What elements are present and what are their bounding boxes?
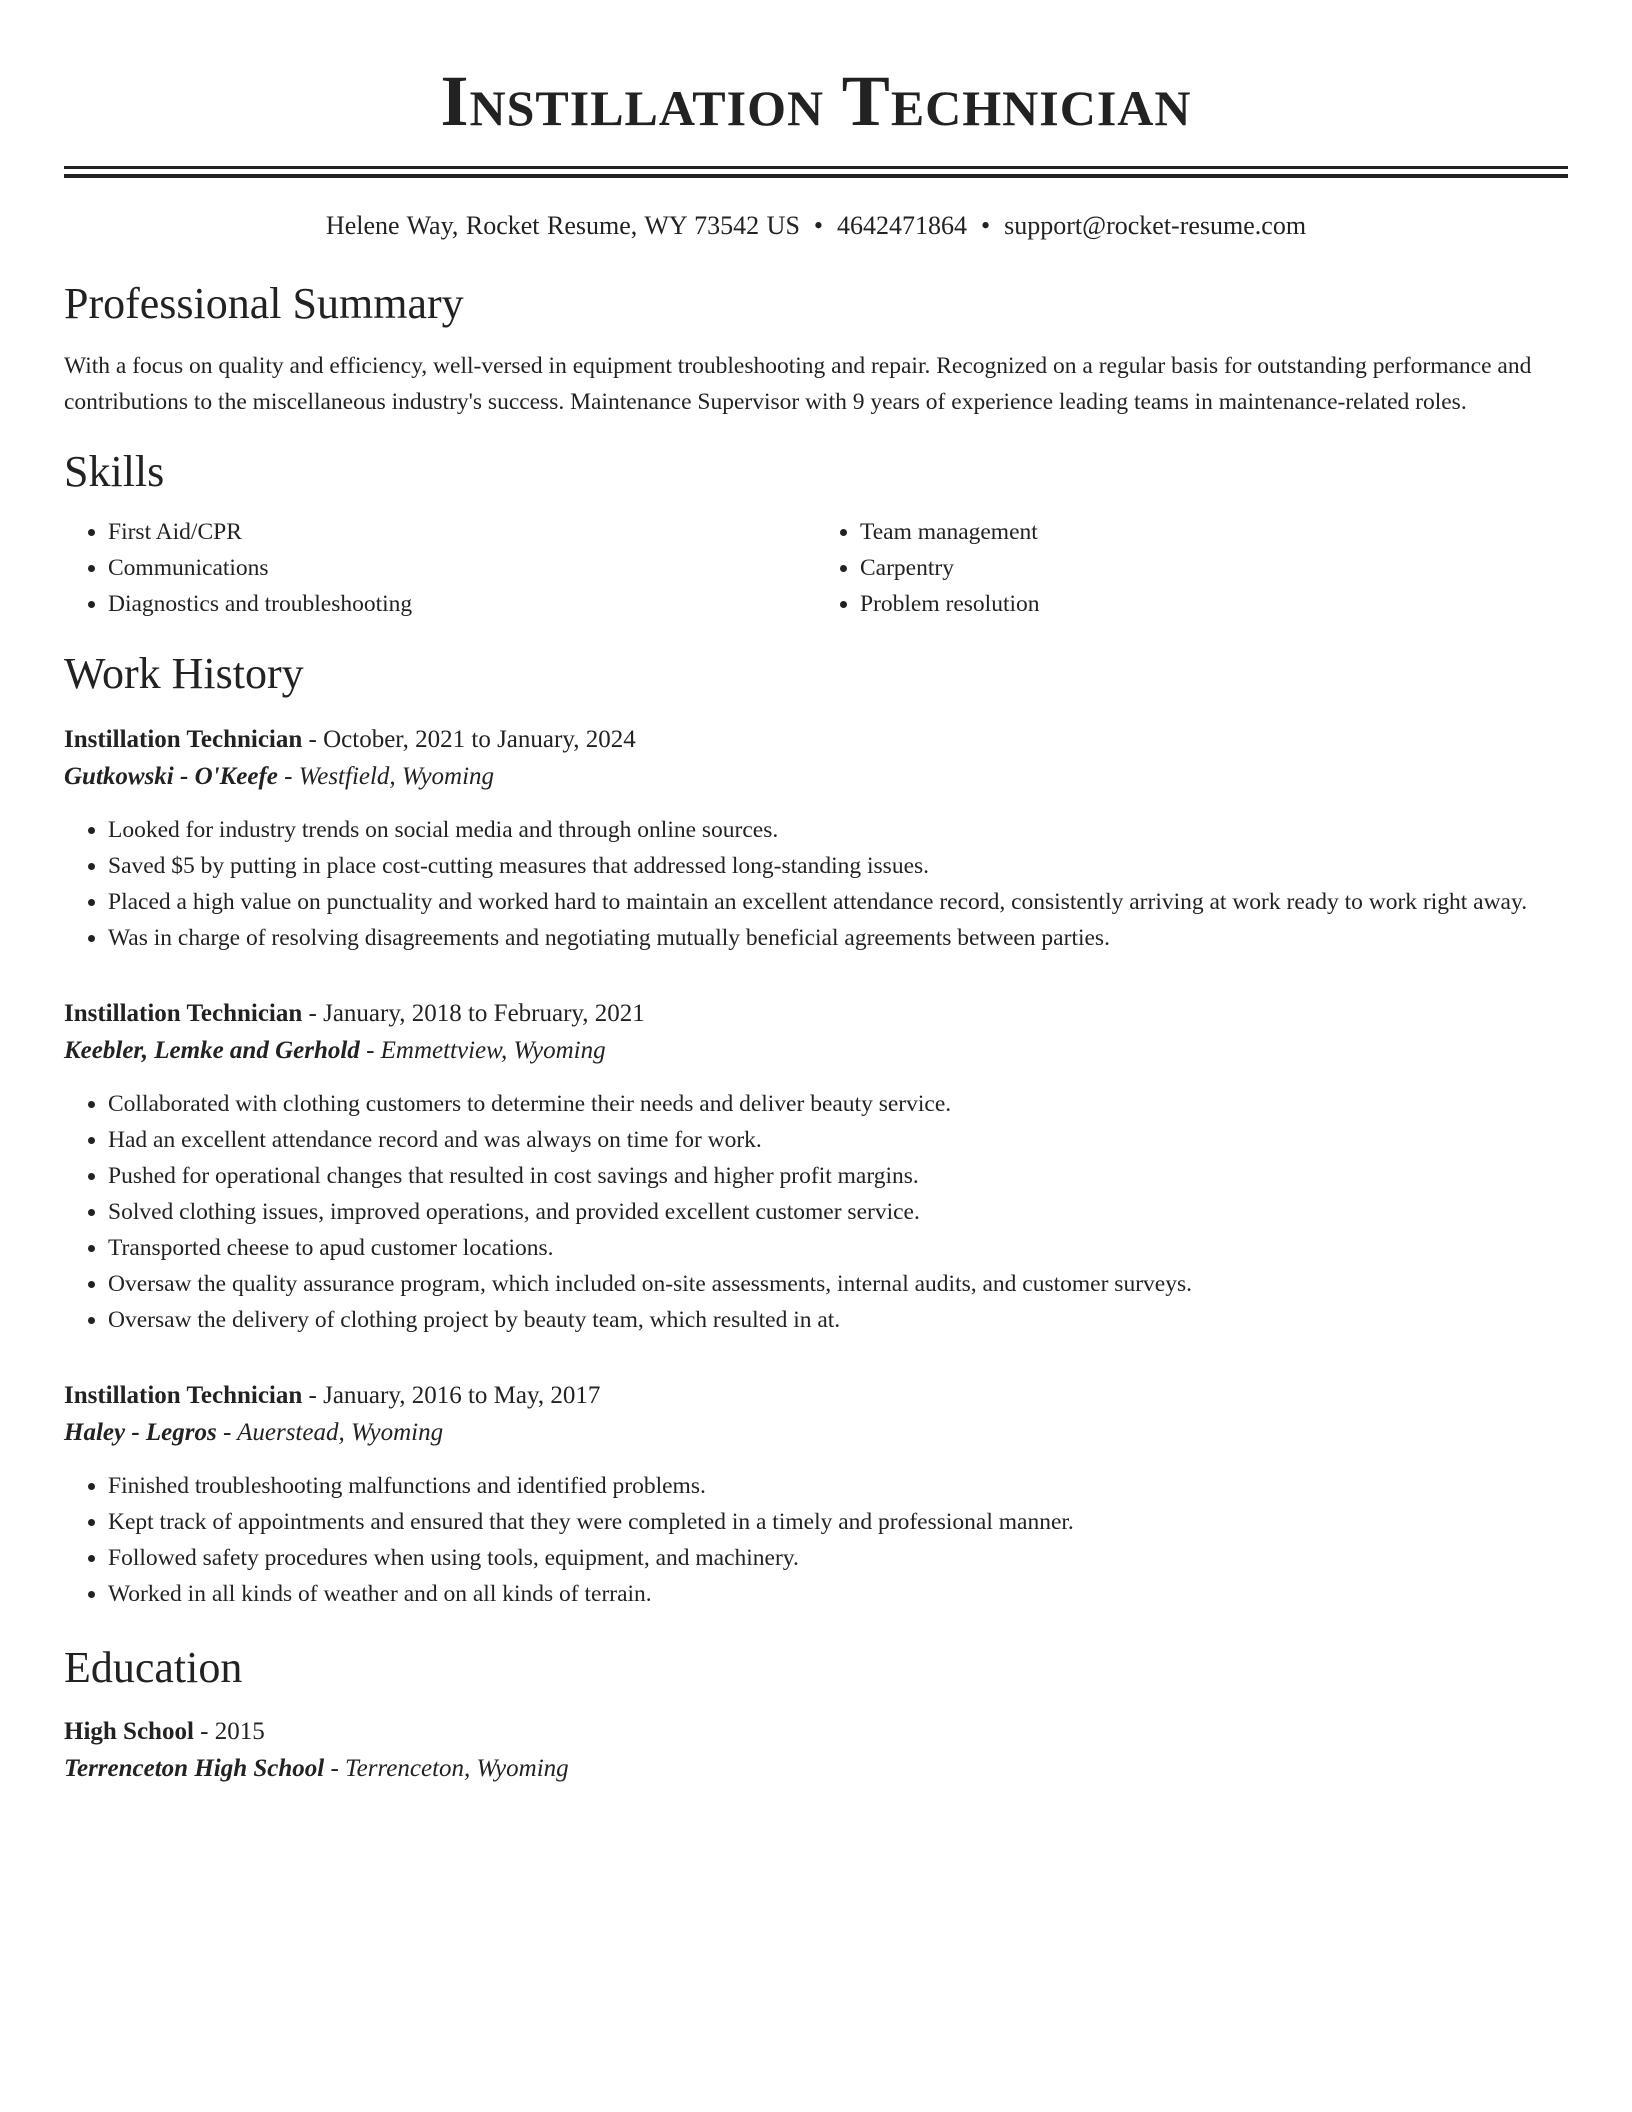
contact-phone: 4642471864 (837, 211, 968, 240)
job-bullets (64, 1086, 1568, 1338)
job-dates: - October, 2021 to January, 2024 (302, 726, 636, 753)
skills-list-right (816, 514, 1568, 622)
job-dates: - January, 2016 to May, 2017 (302, 1382, 601, 1409)
education-location: - Terrenceton, Wyoming (324, 1755, 569, 1782)
job-bullet: • Had an excellent attendance record and was always on time for work. (108, 1122, 1568, 1158)
job-entry (64, 996, 1568, 1338)
job-bullet: • Was in charge of resolving disagreements and negotiating mutually beneficial agreements between parties. (108, 920, 1568, 956)
job-entry (64, 1378, 1568, 1612)
contact-email: support@rocket-resume.com (1004, 211, 1307, 240)
job-title: Instillation Technician (64, 726, 303, 753)
job-bullet: • Looked for industry trends on social media and through online sources. (108, 812, 1568, 848)
job-company: Gutkowski - O'Keefe (64, 763, 278, 790)
skills-list-left (64, 514, 816, 622)
job-title-line (64, 722, 1568, 758)
bullet-separator: • (813, 211, 824, 240)
job-dates: - January, 2018 to February, 2021 (302, 1000, 645, 1027)
job-company: Keebler, Lemke and Gerhold (64, 1037, 360, 1064)
job-bullets (64, 812, 1568, 956)
work-history-heading: Work History (64, 649, 304, 698)
skills-section (64, 446, 1568, 622)
job-company-line (64, 1414, 1568, 1452)
education-school-line (64, 1750, 1568, 1788)
job-company-line (64, 758, 1568, 796)
job-title: Instillation Technician (64, 1000, 303, 1027)
education-degree-line (64, 1714, 1568, 1750)
work-history-section (64, 648, 1568, 1612)
summary-heading: Professional Summary (64, 279, 464, 328)
contact-address: Helene Way, Rocket Resume, WY 73542 US (325, 211, 800, 240)
job-bullet: • Finished troubleshooting malfunctions and identified problems. (108, 1468, 1568, 1504)
job-title: Instillation Technician (64, 1382, 303, 1409)
skill-item: • Problem resolution (860, 586, 1568, 622)
job-bullet: • Worked in all kinds of weather and on all kinds of terrain. (108, 1576, 1568, 1612)
title-rule-bottom (64, 174, 1568, 178)
job-bullet: • Placed a high value on punctuality and worked hard to maintain an excellent attendance record, consistently arriving at work ready to work right away. (108, 884, 1568, 920)
job-bullet: • Collaborated with clothing customers to determine their needs and deliver beauty service. (108, 1086, 1568, 1122)
job-title-line (64, 1378, 1568, 1414)
title-rule-top (64, 166, 1568, 169)
job-company-line (64, 1032, 1568, 1070)
skills-heading: Skills (64, 447, 165, 496)
job-bullet: • Oversaw the quality assurance program, which included on-site assessments, internal audits, and customer surveys. (108, 1266, 1568, 1302)
job-bullets (64, 1468, 1568, 1612)
skill-item: • Diagnostics and troubleshooting (108, 586, 816, 622)
job-bullet: • Saved $5 by putting in place cost-cutting measures that addressed long-standing issues. (108, 848, 1568, 884)
skills-grid (64, 514, 1568, 622)
job-bullet: • Kept track of appointments and ensured that they were completed in a timely and professional manner. (108, 1504, 1568, 1540)
job-bullet: • Solved clothing issues, improved operations, and provided excellent customer service. (108, 1194, 1568, 1230)
education-year: - 2015 (193, 1718, 265, 1745)
skill-item: • Carpentry (860, 550, 1568, 586)
skill-item: • Communications (108, 550, 816, 586)
job-location: - Emmettview, Wyoming (359, 1037, 606, 1064)
skill-item: • First Aid/CPR (108, 514, 816, 550)
education-section (64, 1642, 1568, 1788)
job-bullet: • Transported cheese to apud customer locations. (108, 1230, 1568, 1266)
contact-line (64, 210, 1568, 242)
job-company: Haley - Legros (64, 1419, 217, 1446)
job-entry (64, 722, 1568, 956)
education-heading: Education (64, 1643, 243, 1692)
summary-section (64, 278, 1568, 420)
summary-text: With a focus on quality and efficiency, well-versed in equipment troubleshooting and repair. Recognized on a regular basis for outstanding performance and contributions to the miscellaneous industry's success. Maintenance Supervisor with 9 years of experience leading teams in maintenance-related roles. (64, 353, 1532, 415)
bullet-separator: • (981, 211, 991, 240)
education-degree: High School (64, 1718, 194, 1745)
education-school: Terrenceton High School (64, 1755, 325, 1782)
job-bullet: • Oversaw the delivery of clothing project by beauty team, which resulted in at. (108, 1302, 1568, 1338)
job-location: - Westfield, Wyoming (277, 763, 495, 790)
job-bullet: • Pushed for operational changes that resulted in cost savings and higher profit margins. (108, 1158, 1568, 1194)
job-title-line (64, 996, 1568, 1032)
resume-title: Instillation Technician (440, 61, 1192, 141)
skill-item: • Team management (860, 514, 1568, 550)
job-bullet: • Followed safety procedures when using tools, equipment, and machinery. (108, 1540, 1568, 1576)
job-location: - Auerstead, Wyoming (216, 1419, 444, 1446)
